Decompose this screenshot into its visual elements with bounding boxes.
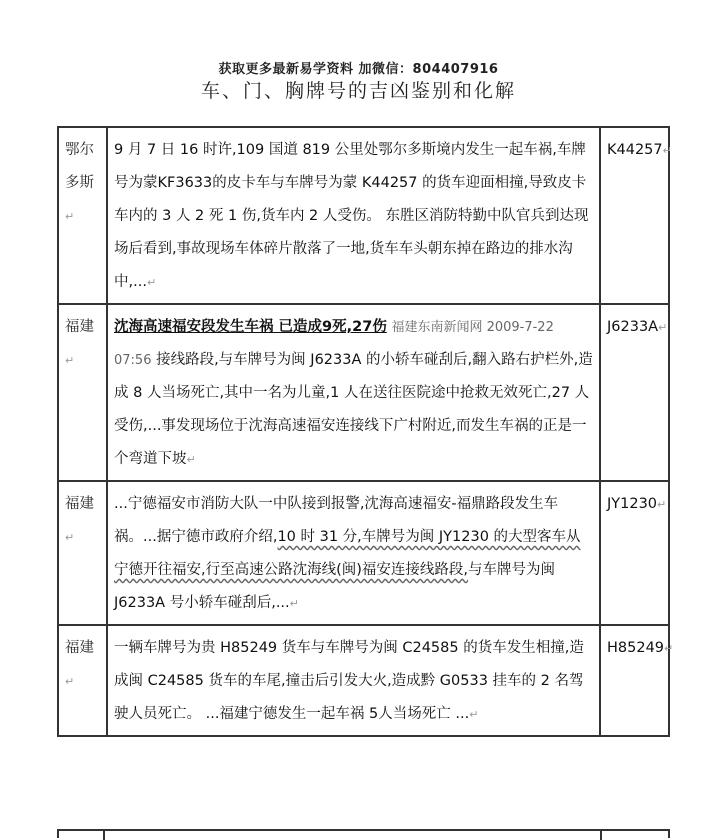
paragraph-mark-icon: ↵ [289, 597, 299, 610]
paragraph-mark-icon: ↵ [186, 453, 196, 466]
plate-number: J6233A [607, 319, 659, 335]
location-cell [58, 127, 107, 304]
paragraph-mark-icon: ↵ [662, 144, 672, 157]
table-row [58, 481, 669, 625]
location-text: 福建 [65, 319, 94, 335]
location-text: 鄂尔多斯 [65, 142, 94, 191]
plate-number: H85249 [607, 640, 665, 656]
location-cell [58, 304, 107, 481]
contact-watermark: 获取更多最新易学资料 加微信：804407916 [218, 62, 499, 77]
plate-cell [600, 625, 674, 736]
table-row [58, 127, 669, 304]
grammar-marked-text: 10 时 31 分,车牌号为闽 JY1230 的大型客车从宁德开往福安,行至高速公路沈海线(闽)福安连接线路段, [114, 529, 581, 578]
location-text: 福建 [65, 496, 94, 512]
news-source: 福建东南新闻网 2009-7-22 07:56 [114, 320, 554, 368]
accident-cases-table [57, 126, 674, 737]
description-text: 与车牌号为闽 J6233A 号小轿车碰刮后,... [114, 562, 556, 611]
paragraph-mark-icon: ↵ [146, 276, 157, 289]
news-headline-link[interactable]: 沈海高速福安段发生车祸 已造成9死,27伤 [114, 319, 387, 335]
table-row [58, 625, 669, 736]
plate-number: K44257 [607, 142, 663, 158]
plate-cell [600, 304, 669, 481]
plate-cell [600, 481, 669, 625]
paragraph-mark-icon: ↵ [65, 531, 75, 544]
paragraph-mark-icon: ↵ [658, 321, 668, 334]
description-text: ...宁德福安市消防大队一中队接到报警,沈海高速福安-福鼎路段发生车祸。...据宁德市政府介绍, [114, 496, 559, 545]
description-text: 接线路段,与车牌号为闽 J6233A 的小轿车碰刮后,翻入路右护栏外,造成 8 人当场死亡,其中一名为儿童,1 人在送往医院途中抢救无效死亡,27 人受伤,...事发现场位于沈海高速福安连接线下广村附近,而发生车祸的正是一个弯道下坡 [114, 352, 593, 467]
paragraph-mark-icon: ↵ [65, 210, 75, 223]
paragraph-mark-icon: ↵ [664, 642, 674, 655]
table-row [58, 304, 669, 481]
paragraph-mark-icon: ↵ [469, 708, 479, 721]
next-row-edge [57, 829, 670, 838]
paragraph-mark-icon: ↵ [65, 675, 75, 688]
plate-number: JY1230 [607, 496, 658, 512]
description-text: 一辆车牌号为贵 H85249 货车与车牌号为闽 C24585 的货车发生相撞,造成闽 C24585 货车的车尾,撞击后引发大火,造成黔 G0533 挂车的 2 名驾驶人员死亡。 ...福建宁德发生一起车祸 5人当场死亡 ... [114, 640, 584, 722]
description-text: 9 月 7 日 16 时许,109 国道 819 公里处鄂尔多斯境内发生一起车祸,车牌号为蒙KF3633的皮卡车与车牌号为蒙 K44257 的货车迎面相撞,导致皮卡车内的 3 人 2 死 1 伤,货车内 2 人受伤。 东胜区消防特勤中队官兵到达现场后看到,事故现场车体碎片散落了一地,货车车头朝东掉在路边的排水沟中,... [114, 142, 589, 290]
location-cell [58, 625, 107, 736]
paragraph-mark-icon: ↵ [657, 498, 667, 511]
plate-cell [600, 127, 672, 304]
column-divider [103, 831, 105, 840]
document-title: 车、门、胸牌号的吉凶鉴别和化解 [200, 80, 516, 102]
description-cell [107, 304, 600, 481]
location-cell [58, 481, 107, 625]
description-cell [107, 127, 600, 304]
description-cell [107, 481, 600, 625]
paragraph-mark-icon: ↵ [65, 354, 75, 367]
location-text: 福建 [65, 640, 94, 656]
column-divider [600, 831, 602, 840]
description-cell [107, 625, 600, 736]
